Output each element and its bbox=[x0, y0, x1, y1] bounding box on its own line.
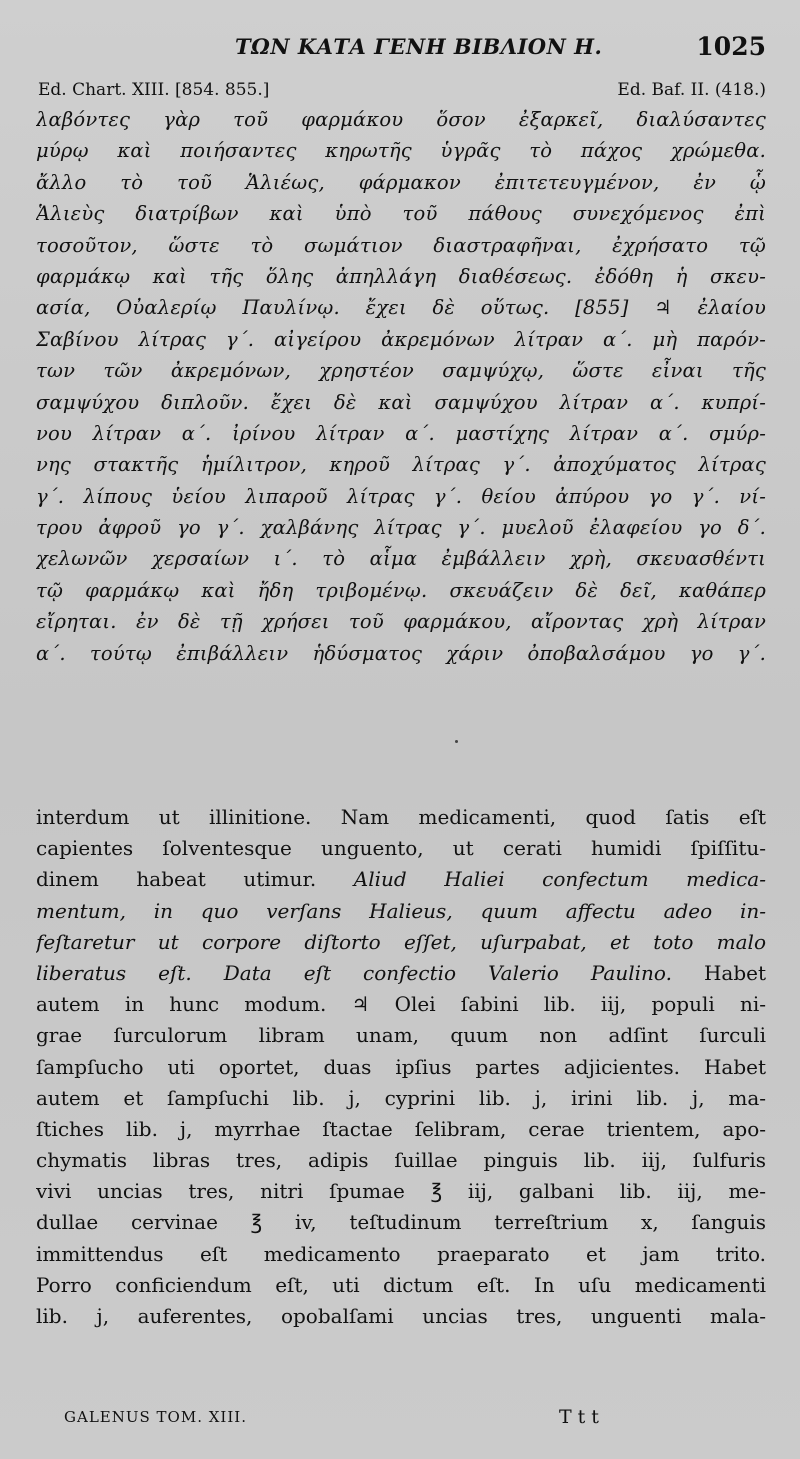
latin-line bbox=[36, 1114, 766, 1145]
latin-text: dullae cervinae ℥ iv, teſtudinum terreſtrium x, ſanguis bbox=[36, 1210, 766, 1235]
latin-line bbox=[36, 1145, 766, 1176]
latin-line bbox=[36, 1239, 766, 1270]
greek-line: τοσοῦτον, ὥστε τὸ σωμάτιον διαστραφῆναι, ἐχρήσατο τῷ bbox=[36, 233, 766, 257]
latin-text: Habet bbox=[671, 960, 766, 985]
running-title: ΤΩΝ ΚΑΤΑ ΓΕΝΗ ΒΙΒΛΙΟΝ Η. bbox=[235, 34, 603, 59]
latin-text: autem in hunc modum. ♃ Olei ſabini lib. iij, populi ni- bbox=[36, 992, 766, 1017]
latin-italic-text: feſtaretur ut corpore diſtorto eſſet, uſurpabat, et toto malo bbox=[36, 929, 766, 954]
greek-line: φαρμάκῳ καὶ τῆς ὅλης ἀπηλλάγη διαθέσεως. ἐδόθη ἡ σκευ- bbox=[36, 264, 766, 288]
greek-line: μύρῳ καὶ ποιήσαντες κηρωτῆς ὑγρᾶς τὸ πάχος χρώμεθα. bbox=[36, 139, 766, 163]
latin-text: vivi uncias tres, nitri ſpumae ℥ iij, galbani lib. iij, me- bbox=[36, 1179, 766, 1204]
latin-line bbox=[36, 1052, 766, 1083]
page-footer bbox=[64, 1408, 764, 1432]
latin-line bbox=[36, 1207, 766, 1238]
latin-line bbox=[36, 1083, 766, 1114]
greek-line: νου λίτραν α΄. ἰρίνου λίτραν α΄. μαστίχης λίτραν α΄. σμύρ- bbox=[36, 421, 766, 445]
latin-line bbox=[36, 833, 766, 864]
latin-line bbox=[36, 989, 766, 1020]
greek-line: των τῶν ἀκρεμόνων, χρηστέον σαμψύχῳ, ὥστε εἶναι τῆς bbox=[36, 359, 766, 383]
greek-line: νης στακτῆς ἡμίλιτρον, κηροῦ λίτρας γ΄. ἀποχύματος λίτρας bbox=[36, 453, 766, 477]
latin-text: lib. j, auferentes, opobalſami uncias tres, unguenti mala- bbox=[36, 1304, 766, 1328]
greek-line: χελωνῶν χερσαίων ι΄. τὸ αἷμα ἐμβάλλειν χρὴ, σκευασθέντι bbox=[36, 547, 766, 571]
greek-line: λαβόντες γὰρ τοῦ φαρμάκου ὅσον ἐξαρκεῖ, διαλύσαντες bbox=[36, 108, 766, 131]
latin-italic-text: mentum, in quo verſans Halieus, quum affectu adeo in- bbox=[36, 898, 766, 923]
greek-line: γ΄. λίπους ὑείου λιπαροῦ λίτρας γ΄. θείου ἀπύρου γο γ΄. νί- bbox=[36, 484, 766, 508]
greek-line: τῷ φαρμάκῳ καὶ ἤδη τριβομένῳ. σκευάζειν δὲ δεῖ, καθάπερ bbox=[36, 578, 766, 602]
latin-text: capientes ſolventesque unguento, ut cerati humidi ſpiſſitu- bbox=[36, 836, 766, 861]
latin-text: ſtiches lib. j, myrrhae ſtactae ſelibram, cerae trientem, apo- bbox=[36, 1116, 766, 1141]
greek-text-block bbox=[36, 104, 766, 669]
latin-line bbox=[36, 958, 766, 989]
edition-ref-chartier: Ed. Chart. XIII. [854. 855.] bbox=[38, 80, 270, 100]
section-divider-dot bbox=[455, 740, 458, 743]
greek-line: Σαβίνου λίτρας γ΄. αἰγείρου ἀκρεμόνων λίτραν α΄. μὴ παρόν- bbox=[36, 327, 766, 351]
latin-text: interdum ut illinitione. Nam medicamenti, quod ſatis eſt bbox=[36, 805, 766, 829]
edition-ref-basel: Ed. Baf. II. (418.) bbox=[617, 80, 766, 100]
latin-text: ſampſucho uti oportet, duas ipſius partes adjicientes. Habet bbox=[36, 1054, 766, 1079]
latin-text: Porro conficiendum eſt, uti dictum eſt. In uſu medicamenti bbox=[36, 1272, 766, 1297]
latin-text: dinem habeat utimur. bbox=[36, 867, 354, 892]
greek-line: εἴρηται. ἐν δὲ τῇ χρήσει τοῦ φαρμάκου, αἴροντας χρὴ λίτραν bbox=[36, 610, 766, 634]
greek-line: ἄλλο τὸ τοῦ Ἁλιέως, φάρμακον ἐπιτετευγμένον, ἐν ᾧ bbox=[36, 170, 766, 194]
latin-line bbox=[36, 1020, 766, 1051]
latin-line bbox=[36, 896, 766, 927]
greek-line: Ἁλιεὺς διατρίβων καὶ ὑπὸ τοῦ πάθους συνεχόμενος ἐπὶ bbox=[36, 202, 766, 226]
latin-text: grae ſurculorum libram unam, quum non adſint ſurculi bbox=[36, 1023, 766, 1048]
greek-line: σαμψύχου διπλοῦν. ἔχει δὲ καὶ σαμψύχου λίτραν α΄. κυπρί- bbox=[36, 390, 766, 414]
greek-line: τρου ἀφροῦ γο γ΄. χαλβάνης λίτρας γ΄. μυελοῦ ἐλαφείου γο δ΄. bbox=[36, 516, 766, 540]
latin-italic-text: Aliud Haliei confectum medica- bbox=[353, 867, 766, 892]
latin-line bbox=[36, 1270, 766, 1301]
latin-line bbox=[36, 1176, 766, 1207]
volume-signature: GALENUS TOM. XIII. bbox=[64, 1408, 247, 1426]
latin-text: chymatis libras tres, adipis ſuillae pinguis lib. iij, ſulfuris bbox=[36, 1148, 766, 1173]
page-header bbox=[30, 28, 770, 68]
latin-line bbox=[36, 927, 766, 958]
latin-italic-text: liberatus eſt. Data eſt confectio Valerio Paulino. bbox=[36, 960, 672, 985]
page-number: 1025 bbox=[696, 32, 766, 61]
greek-line: ασία, Οὐαλερίῳ Παυλίνῳ. ἔχει δὲ οὕτως. [855] ♃ ἐλαίου bbox=[36, 296, 766, 320]
latin-line bbox=[36, 802, 766, 833]
latin-line bbox=[36, 1301, 766, 1332]
latin-text: immittendus eſt medicamento praeparato et jam trito. bbox=[36, 1241, 766, 1266]
latin-text: autem et ſampſuchi lib. j, cyprini lib. j, irini lib. j, ma- bbox=[36, 1085, 766, 1110]
latin-line bbox=[36, 864, 766, 895]
gathering-signature: Ttt bbox=[559, 1406, 605, 1428]
greek-line: α΄. τούτῳ ἐπιβάλλειν ἡδύσματος χάριν ὀποβαλσάμου γο γ΄. bbox=[36, 641, 766, 665]
latin-text-block bbox=[36, 802, 766, 1332]
